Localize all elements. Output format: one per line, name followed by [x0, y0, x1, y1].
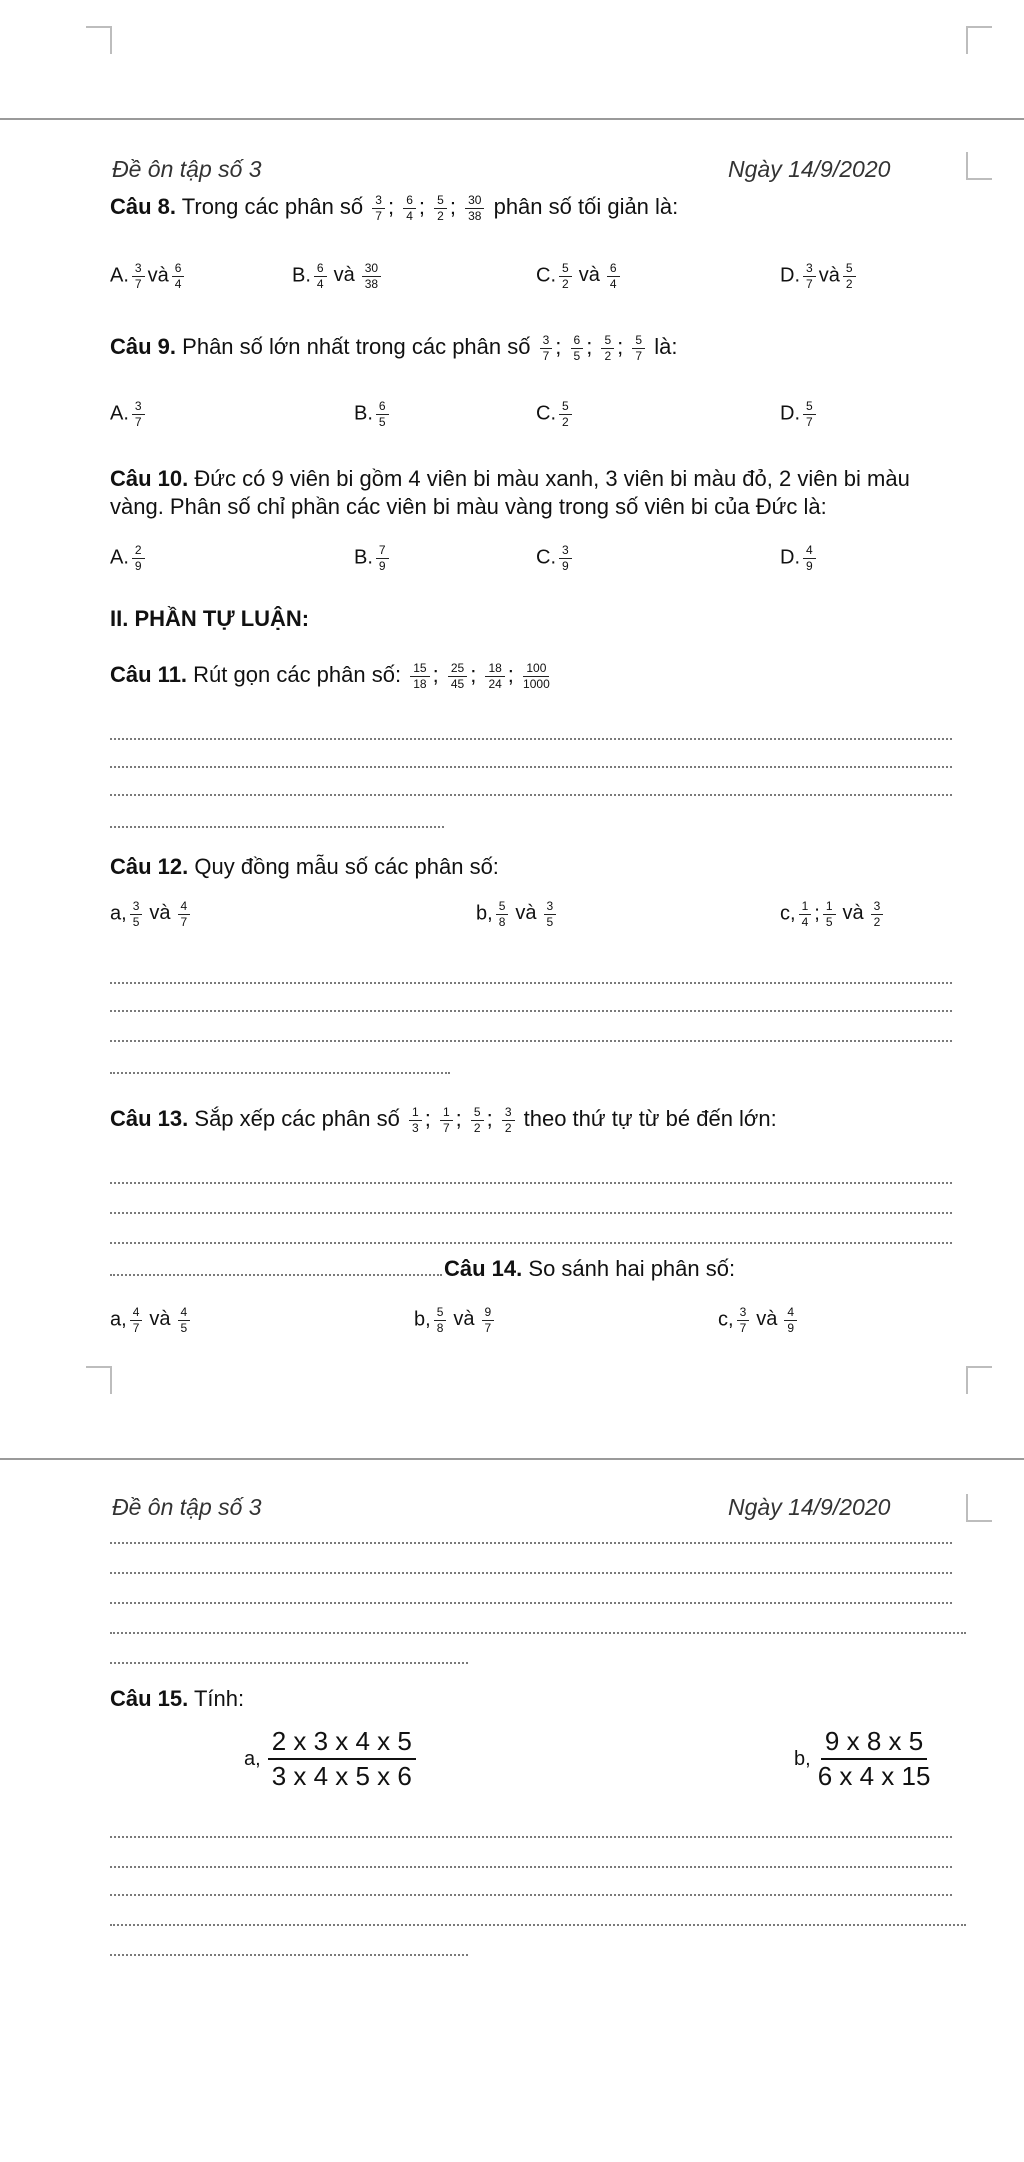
section-heading: II. PHẦN TỰ LUẬN:	[110, 606, 310, 631]
option-c: C. $\frac{5}{2}$	[536, 400, 575, 428]
header-date: Ngày 14/9/2020	[728, 156, 891, 182]
answer-line	[110, 1242, 952, 1244]
answer-line	[110, 1866, 952, 1868]
answer-line	[110, 1836, 952, 1838]
fraction: $\frac{30}{38}$	[465, 194, 484, 222]
corner-mark	[966, 1494, 992, 1522]
question-14: Câu 14. So sánh hai phân số:	[444, 1256, 736, 1281]
option-a: A. $\frac{3}{7}$ và $\frac{6}{4}$	[110, 262, 187, 290]
corner-mark	[966, 26, 992, 54]
option-c: C. $\frac{5}{2}$ và $\frac{6}{4}$	[536, 262, 623, 290]
part-b: b, $\frac{5}{8}$ và $\frac{9}{7}$	[414, 1306, 497, 1334]
answer-line	[110, 1182, 952, 1184]
option-c: C. $\frac{3}{9}$	[536, 544, 575, 572]
page-separator	[0, 118, 1024, 120]
part-a: a, $\frac{3}{5}$ và $\frac{4}{7}$	[110, 900, 193, 928]
expression-fraction: $\frac{9 x 8 x 5}{6 x 4 x 15}$	[817, 1726, 931, 1792]
answer-line	[110, 826, 444, 828]
answer-line	[110, 1212, 952, 1214]
answer-line	[110, 1662, 468, 1664]
option-b: B. $\frac{6}{5}$	[354, 400, 392, 428]
answer-line	[110, 766, 952, 768]
question-label: Câu 9.	[110, 334, 177, 359]
question-12: Câu 12. Quy đồng mẫu số các phân số:	[110, 854, 499, 879]
question-label: Câu 13.	[110, 1106, 189, 1131]
expression-fraction: $\frac{2 x 3 x 4 x 5}{3 x 4 x 5 x 6}$	[268, 1728, 416, 1791]
part-a: a, $\frac{2 x 3 x 4 x 5}{3 x 4 x 5 x 6}$	[244, 1728, 419, 1791]
answer-line	[110, 1072, 450, 1074]
question-label: Câu 12.	[110, 854, 189, 879]
answer-line	[110, 1572, 952, 1574]
answer-line	[110, 794, 952, 796]
question-label: Câu 10.	[110, 466, 189, 491]
header-title: Đề ôn tập số 3	[112, 1494, 262, 1520]
answer-line	[110, 738, 952, 740]
part-b: b, $\frac{9 x 8 x 5}{6 x 4 x 15}$	[794, 1726, 931, 1792]
question-11: Câu 11. Rút gọn các phân số: $\frac{15}{18}$ ; $\frac{25}{45}$ ; $\frac{18}{24}$ ; $\frac{100}{1000}$	[110, 661, 550, 691]
answer-line	[110, 1894, 952, 1896]
question-label: Câu 14.	[444, 1256, 523, 1281]
option-a: A. $\frac{2}{9}$	[110, 544, 148, 572]
option-a: A. $\frac{3}{7}$	[110, 400, 148, 428]
question-10: Câu 10. Đức có 9 viên bi gồm 4 viên bi màu xanh, 3 viên bi màu đỏ, 2 viên bi màu	[110, 466, 910, 491]
answer-line	[110, 1542, 952, 1544]
corner-mark	[966, 1366, 992, 1394]
page-separator	[0, 1458, 1024, 1460]
part-a: a, $\frac{4}{7}$ và $\frac{4}{5}$	[110, 1306, 193, 1334]
answer-line	[110, 1602, 952, 1604]
header-date: Ngày 14/9/2020	[728, 1494, 891, 1520]
option-d: D. $\frac{3}{7}$ và $\frac{5}{2}$	[780, 262, 859, 290]
answer-line	[110, 1040, 952, 1042]
answer-line	[110, 1274, 442, 1276]
corner-mark	[966, 152, 992, 180]
answer-line	[110, 1954, 468, 1956]
answer-line	[110, 982, 952, 984]
fraction: $\frac{3}{7}$	[372, 194, 385, 222]
part-c: c, $\frac{1}{4}$ ; $\frac{1}{5}$ và $\frac{3}{2}$	[780, 900, 886, 928]
question-9: Câu 9. Phân số lớn nhất trong các phân số $\frac{3}{7}$ ; $\frac{6}{5}$ ; $\frac{5}{2}$ ; $\frac{5}{7}$ là:	[110, 333, 678, 363]
corner-mark	[86, 26, 112, 54]
answer-line	[110, 1010, 952, 1012]
part-b: b, $\frac{5}{8}$ và $\frac{3}{5}$	[476, 900, 559, 928]
option-b: B. $\frac{7}{9}$	[354, 544, 392, 572]
question-13: Câu 13. Sắp xếp các phân số $\frac{1}{3}$ ; $\frac{1}{7}$ ; $\frac{5}{2}$ ; $\frac{3}{2}$ theo thứ tự từ bé đến lớn:	[110, 1105, 777, 1135]
answer-line	[110, 1924, 966, 1926]
question-label: Câu 15.	[110, 1686, 189, 1711]
answer-line	[110, 1632, 966, 1634]
question-15: Câu 15. Tính:	[110, 1686, 245, 1711]
option-b: B. $\frac{6}{4}$ và $\frac{30}{38}$	[292, 262, 384, 290]
option-d: D. $\frac{4}{9}$	[780, 544, 819, 572]
corner-mark	[86, 1366, 112, 1394]
part-c: c, $\frac{3}{7}$ và $\frac{4}{9}$	[718, 1306, 800, 1334]
header-title: Đề ôn tập số 3	[112, 156, 262, 182]
question-10-line2: vàng. Phân số chỉ phần các viên bi màu vàng trong số viên bi của Đức là:	[110, 494, 827, 519]
fraction: $\frac{6}{4}$	[403, 194, 416, 222]
question-label: Câu 8.	[110, 194, 177, 219]
question-label: Câu 11.	[110, 662, 188, 687]
option-d: D. $\frac{5}{7}$	[780, 400, 819, 428]
question-8: Câu 8. Trong các phân số $\frac{3}{7}$ ; $\frac{6}{4}$ ; $\frac{5}{2}$ ; $\frac{30}{38}$ phân số tối giản là:	[110, 193, 679, 223]
fraction: $\frac{5}{2}$	[434, 194, 447, 222]
